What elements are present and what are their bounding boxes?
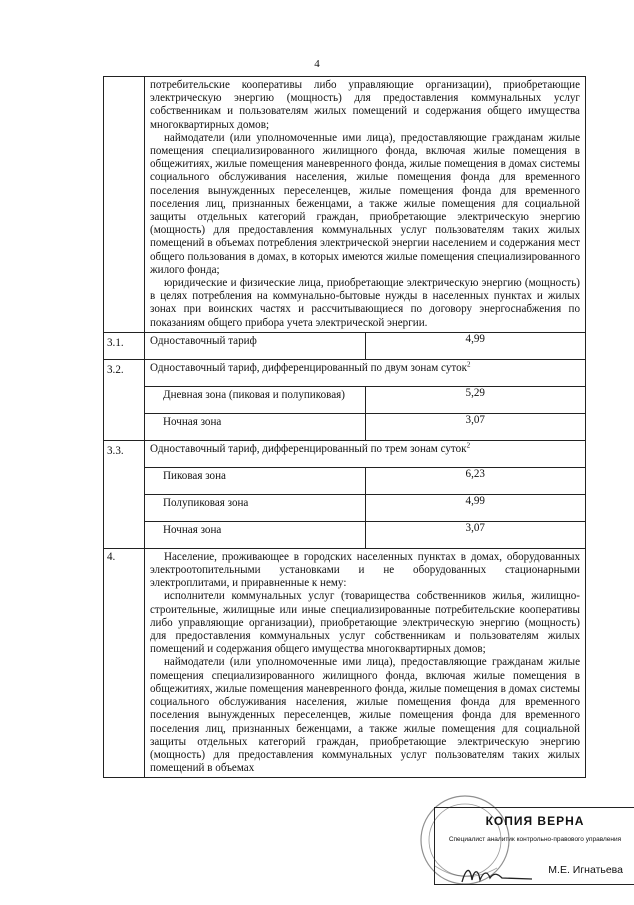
tariff-label: [145, 359, 586, 386]
table-row: [104, 77, 586, 333]
tariff-label: [145, 440, 586, 467]
zone-label: Полупиковая зона: [145, 494, 366, 521]
paragraph: наймодатели (или уполномоченные ими лица), предоставляющие гражданам жилые помещения специализированного жилищного фонда, включая жилые помещения в общежитиях, жилые помещения маневренного фонда, жилые помещения в домах системы социального обслуживания населения, жилые помещения фонда для временного поселения вынужденных переселенцев, жилые помещения фонда для временного поселения лиц, признанных беженцами, а также жилые помещения для социальной защиты отдельных категорий граждан, приобретающие электрическую энергию (мощность) для предоставления коммунальных услуг пользователям таких жилых помещений в объемах: [150, 656, 580, 775]
row-number-cell: [104, 77, 145, 333]
handwritten-signature-icon: [458, 862, 538, 888]
footnote-mark: 2: [466, 441, 471, 450]
copy-position: Специалист аналитик контрольно-правового управления: [448, 836, 622, 843]
table-row: [104, 359, 586, 386]
paragraph: Население, проживающее в городских населенных пунктах в домах, оборудованных электроотопительными установками и не оборудованных стационарными электроплитами, и приравненные к нему:: [150, 550, 580, 590]
paragraph: юридические и физические лица, приобретающие электрическую энергию (мощность) в целях потребления на коммунально-бытовые нужды в населенных пунктах и жилых зонах при воинских частях и рассчитывающиеся по договору энергоснабжения по показаниям общего прибора учета электрической энергии.: [150, 277, 580, 329]
zone-label: Дневная зона (пиковая и полупиковая): [145, 386, 366, 413]
footnote-mark: 2: [467, 360, 471, 369]
paragraph: наймодатели (или уполномоченные ими лица), предоставляющие гражданам жилые помещения специализированного жилищного фонда, включая жилые помещения в общежитиях, жилые помещения маневренного фонда, жилые помещения в домах системы социального обслуживания населения, жилые помещения фонда для временного поселения вынужденных переселенцев, жилые помещения фонда для временного поселения лиц, признанных беженцами, а также жилые помещения для социальной защиты отдельных категорий граждан, приобретающие электрическую энергию (мощность) для предоставления коммунальных услуг пользователям таких жилых помещений в объемах потребления электрической энергии населением и содержания мест общего пользования в домах, в которых имеются жилые помещения специализированного жилого фонда;: [150, 131, 580, 276]
zone-value: 5,29: [365, 386, 586, 413]
tariff-label: Одноставочный тариф: [145, 332, 366, 359]
table-row: [104, 494, 586, 521]
zone-value: 6,23: [365, 467, 586, 494]
zone-value: 4,99: [365, 494, 586, 521]
row-number: 3.3.: [104, 440, 145, 548]
zone-label: Ночная зона: [145, 521, 366, 548]
tariff-label-text: Одноставочный тариф, дифференцированный по двум зонам суток: [150, 361, 468, 374]
copy-title: КОПИЯ ВЕРНА: [485, 814, 585, 828]
copy-signer-name: М.Е. Игнатьева: [548, 864, 623, 876]
tariff-value: 4,99: [365, 332, 586, 359]
tariff-table: [103, 76, 586, 778]
page-number: 4: [314, 58, 320, 70]
zone-label: Ночная зона: [145, 413, 366, 440]
section4-cell: [145, 548, 586, 777]
table-row: [104, 521, 586, 548]
table-row: [104, 332, 586, 359]
zone-value: 3,07: [365, 521, 586, 548]
table-row: [104, 386, 586, 413]
paragraph: исполнители коммунальных услуг (товарищества собственников жилья, жилищно-строительные, жилищные или иные специализированные потребительские кооперативы либо управляющие организации), приобретающие электрическую энергию (мощность) для предоставления коммунальных услуг собственникам и пользователям жилых помещений и содержания общего имущества многоквартирных домов;: [150, 590, 580, 656]
tariff-label-text: Одноставочный тариф, дифференцированный по трем зонам суток: [150, 442, 467, 455]
row-number: 3.2.: [104, 359, 145, 440]
paragraph: потребительские кооперативы либо управляющие организации), приобретающие электрическую энергию (мощность) для предоставления коммунальных услуг собственникам и пользователям жилых помещений и содержания общего имущества многоквартирных домов;: [150, 79, 580, 131]
row-number: 4.: [104, 548, 145, 777]
zone-value: 3,07: [365, 413, 586, 440]
row-number: 3.1.: [104, 332, 145, 359]
top-block-cell: [145, 77, 586, 333]
zone-label: Пиковая зона: [145, 467, 366, 494]
table-row: [104, 548, 586, 777]
table-row: [104, 440, 586, 467]
table-row: [104, 413, 586, 440]
table-row: [104, 467, 586, 494]
